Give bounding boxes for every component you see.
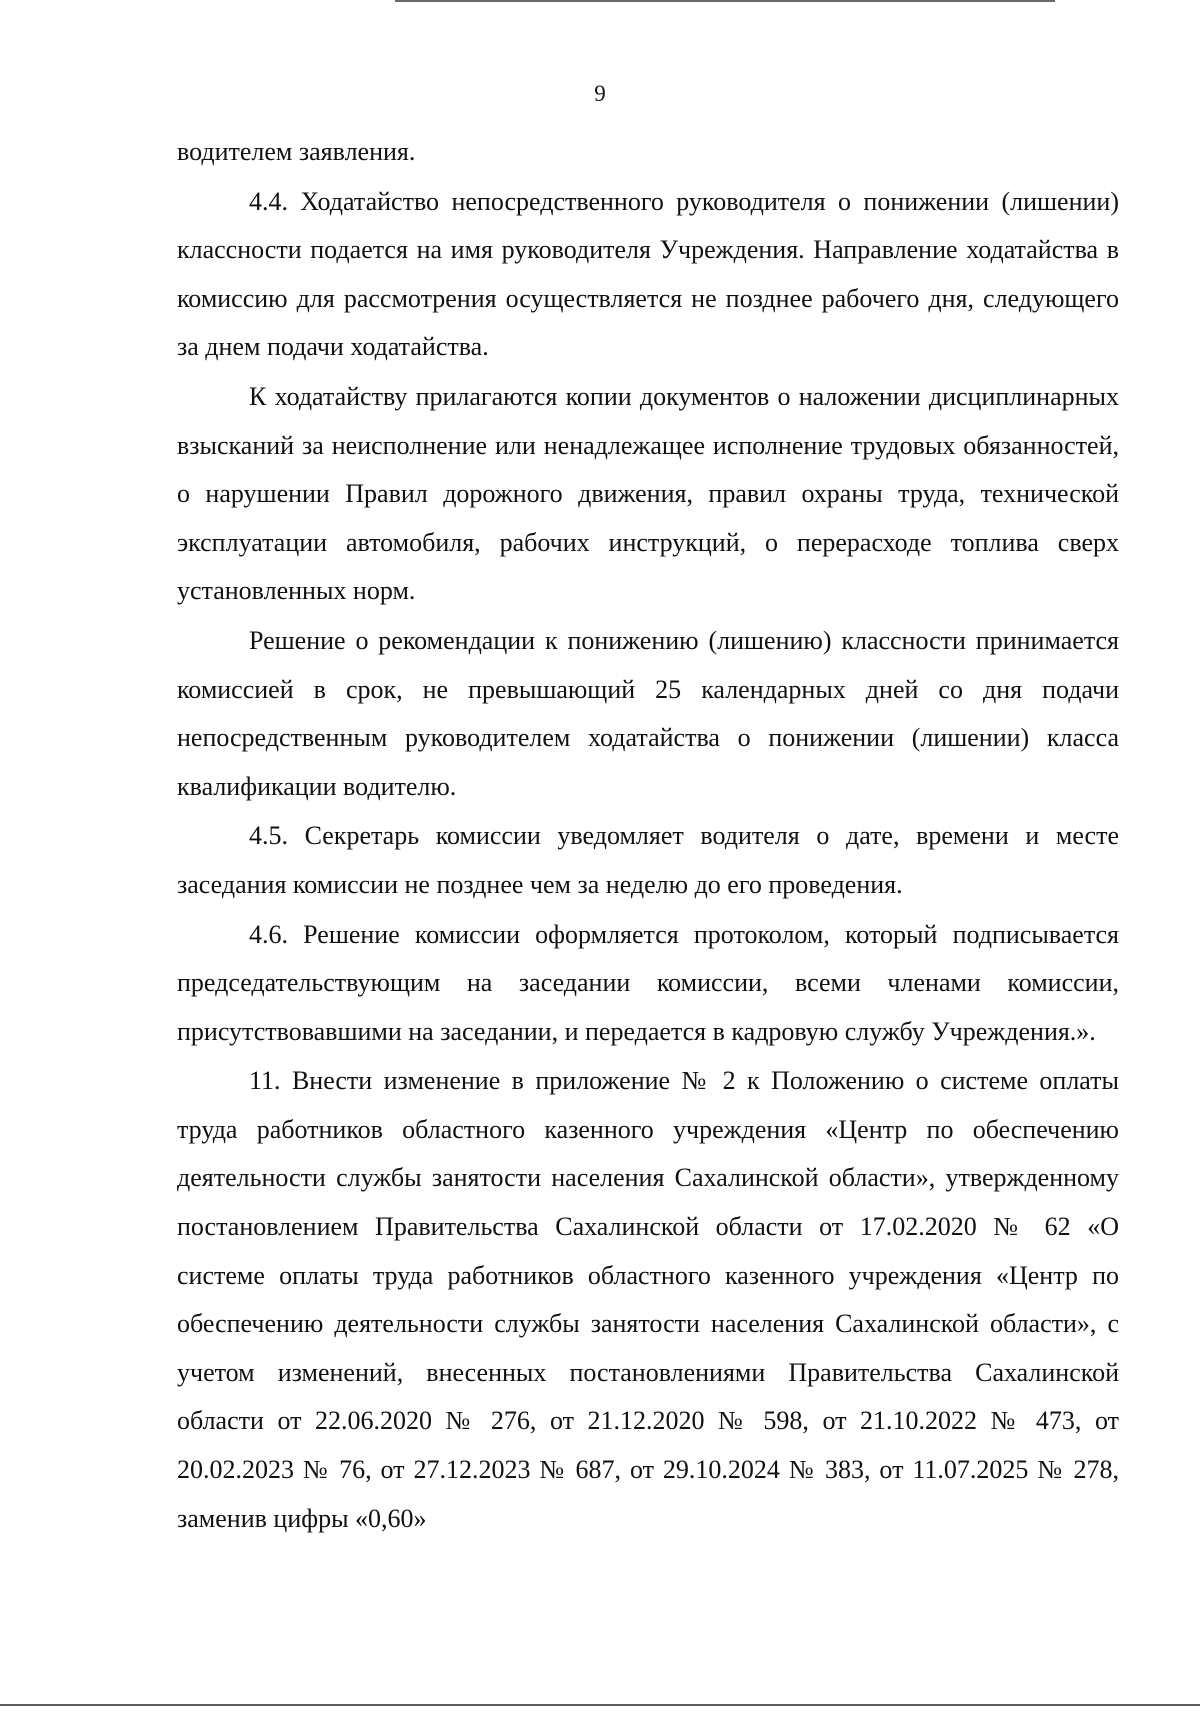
scan-edge-bottom bbox=[0, 1704, 1200, 1706]
scan-edge-top bbox=[395, 0, 1055, 2]
paragraph-1: водителем заявления. bbox=[177, 137, 416, 166]
paragraph-3: К ходатайству прилагаются копии документов о наложении дисциплинарных взысканий за неисполнение или ненадлежащее исполнение трудовых обязанностей, о нарушении Правил дорожного движения, правил охраны труда, технической эксплуатации автомобиля, рабочих инструкций, о перерасходе топлива сверх установленных норм. bbox=[177, 381, 1119, 606]
paragraph-5: 4.5. Секретарь комиссии уведомляет водителя о дате, времени и месте заседания комиссии не позднее чем за неделю до его проведения. bbox=[177, 821, 1119, 899]
paragraph-7: 11. Внести изменение в приложение № 2 к Положению о системе оплаты труда работников областного казенного учреждения «Центр по обеспечению деятельности службы занятости населения Сахалинской области», утвержденному постановлением Правительства Сахалинской области от 17.02.2020 № 62 «О системе оплаты труда работников областного казенного учреждения «Центр по обеспечению деятельности службы занятости населения Сахалинской области», с учетом изменений, внесенных постановлениями Правительства Сахалинской области от 22.06.2020 № 276, от 21.12.2020 № 598, от 21.10.2022 № 473, от 20.02.2023 № 76, от 27.12.2023 № 687, от 29.10.2024 № 383, от 11.07.2025 № 278, заменив цифры «0,60» bbox=[177, 1066, 1119, 1533]
document-body bbox=[177, 128, 1119, 1544]
paragraph-2: 4.4. Ходатайство непосредственного руководителя о понижении (лишении) классности подается на имя руководителя Учреждения. Направление ходатайства в комиссию для рассмотрения осуществляется не позднее рабочего дня, следующего за днем подачи ходатайства. bbox=[177, 186, 1119, 362]
page-number: 9 bbox=[594, 81, 606, 106]
paragraph-4: Решение о рекомендации к понижению (лишению) классности принимается комиссией в срок, не превышающий 25 календарных дней со дня подачи непосредственным руководителем ходатайства о понижении (лишении) класса квалификации водителю. bbox=[177, 625, 1119, 801]
paragraph-6: 4.6. Решение комиссии оформляется протоколом, который подписывается председательствующим на заседании комиссии, всеми членами комиссии, присутствовавшими на заседании, и передается в кадровую службу Учреждения.». bbox=[177, 919, 1119, 1046]
